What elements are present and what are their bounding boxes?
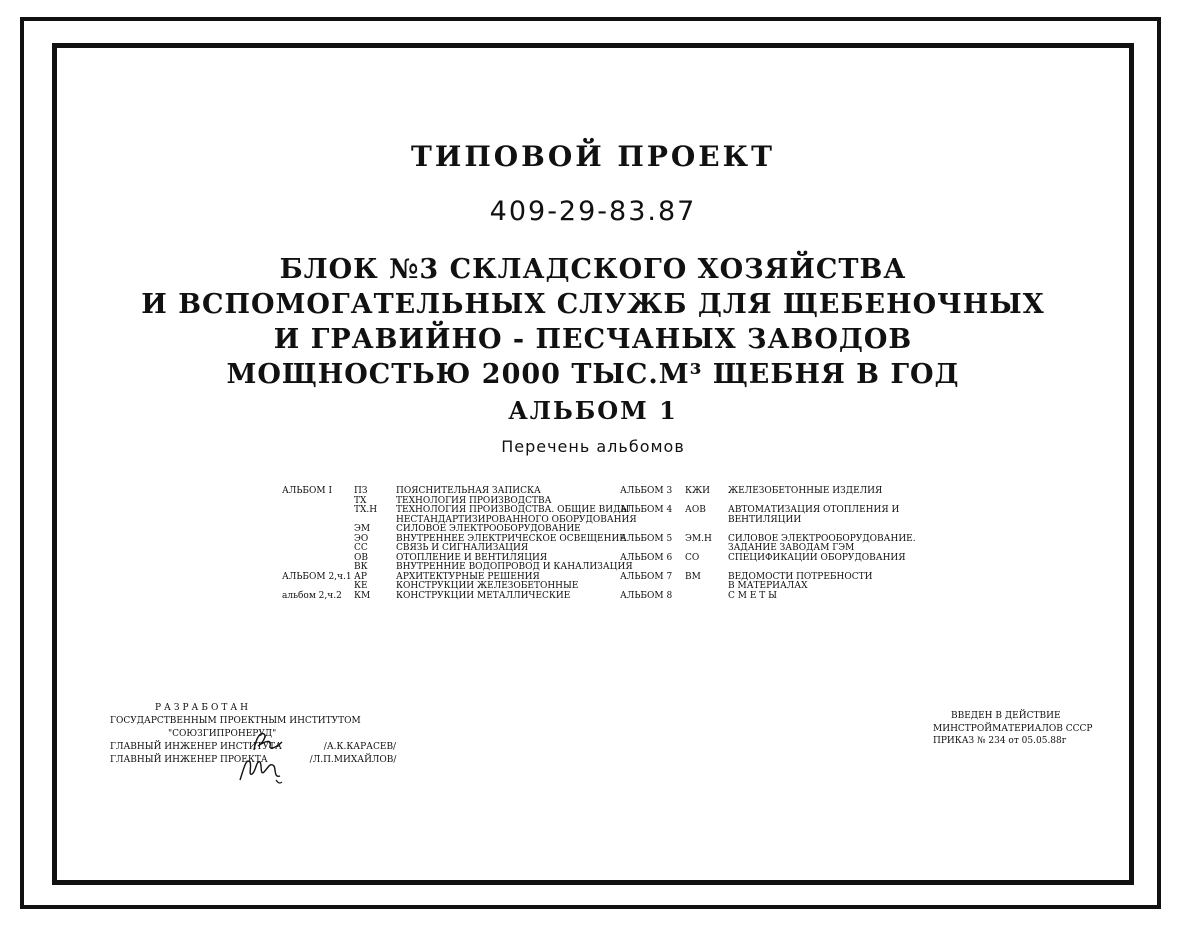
code-cell: ТХ (354, 495, 367, 506)
developer-org-name: "СОЮЗГИПРОНЕРУД" (168, 729, 277, 739)
album-cell (282, 535, 352, 545)
chief-institute-title: ГЛАВНЫЙ ИНЖЕНЕР ИНСТИТУТА (110, 742, 282, 752)
album-cell: АЛЬБОМ 4 (620, 505, 673, 515)
doc-type-heading: ТИПОВОЙ ПРОЕКТ (411, 140, 775, 173)
code-cell: ПЗ (354, 486, 368, 496)
album-cell (282, 525, 352, 535)
description-cell: АВТОМАТИЗАЦИЯ ОТОПЛЕНИЯ И (728, 505, 900, 515)
project-title-line: БЛОК №3 СКЛАДСКОГО ХОЗЯЙСТВА (279, 254, 907, 285)
album-cell (282, 506, 352, 516)
album-title: АЛЬБОМ 1 (508, 396, 678, 425)
project-title-line: МОЩНОСТЬЮ 2000 ТЫС.М³ ЩЕБНЯ В ГОД (226, 359, 960, 390)
code-cell: СО (685, 552, 700, 563)
code-cell: ЭО (354, 533, 369, 544)
code-cell: КМ (354, 590, 371, 601)
code-cell: АР (354, 571, 367, 582)
code-cell: ЭМ.Н (685, 533, 712, 544)
album-cell: альбом 2,ч.2 (282, 590, 342, 601)
description-cell: ВЕНТИЛЯЦИИ (728, 514, 802, 525)
code-cell: КЕ (354, 581, 368, 591)
album-cell: АЛЬБОМ 2,ч.1 (282, 571, 352, 582)
code-cell: ЭМ (354, 524, 371, 534)
introduced-line: ВВЕДЕН В ДЕЙСТВИЕ (951, 711, 1061, 721)
ministry-line: МИНСТРОЙМАТЕРИАЛОВ СССР (933, 723, 1093, 734)
description-cell: ЗАДАНИЕ ЗАВОДАМ ГЭМ (728, 543, 855, 553)
right-description-column (728, 487, 916, 601)
description-cell: В МАТЕРИАЛАХ (728, 581, 808, 591)
description-cell: ТЕХНОЛОГИЯ ПРОИЗВОДСТВА (396, 495, 552, 506)
album-cell: АЛЬБОМ 8 (620, 590, 673, 601)
description-cell: ВЕДОМОСТИ ПОТРЕБНОСТИ (728, 571, 873, 582)
album-cell: АЛЬБОМ 5 (620, 533, 673, 544)
album-cell: АЛЬБОМ I (282, 486, 333, 496)
signature-mikhailov-graphic (236, 750, 286, 786)
chief-project-title: ГЛАВНЫЙ ИНЖЕНЕР ПРОЕКТА (110, 755, 268, 765)
order-line: ПРИКАЗ № 234 от 05.05.88г (933, 736, 1067, 746)
description-cell: ОТОПЛЕНИЕ И ВЕНТИЛЯЦИЯ (396, 552, 548, 563)
album-cell (282, 516, 352, 526)
code-cell: ВМ (685, 571, 701, 582)
description-cell: НЕСТАНДАРТИЗИРОВАННОГО ОБОРУДОВАНИЯ (396, 514, 637, 525)
album-cell (620, 516, 672, 526)
right-album-column (620, 487, 672, 601)
album-cell: АЛЬБОМ 3 (620, 486, 673, 496)
description-cell: С М Е Т Ы (728, 590, 777, 601)
description-cell: КОНСТРУКЦИИ ЖЕЛЕЗОБЕТОННЫЕ (396, 581, 579, 591)
code-cell: КЖИ (685, 486, 710, 496)
code-cell (685, 582, 712, 592)
album-list-subtitle: Перечень альбомов (501, 437, 685, 456)
album-cell (282, 497, 352, 507)
code-cell (685, 592, 712, 602)
description-cell: ВНУТРЕННИЕ ВОДОПРОВОД И КАНАЛИЗАЦИЯ (396, 562, 633, 572)
code-cell: ОВ (354, 552, 368, 563)
description-cell: КОНСТРУКЦИИ МЕТАЛЛИЧЕСКИЕ (396, 590, 571, 601)
description-cell: АРХИТЕКТУРНЫЕ РЕШЕНИЯ (396, 571, 540, 582)
description-cell: СИЛОВОЕ ЭЛЕКТРООБОРУДОВАНИЕ (396, 524, 581, 534)
introduction-block (933, 710, 1093, 748)
developer-org: ГОСУДАРСТВЕННЫМ ПРОЕКТНЫМ ИНСТИТУТОМ (110, 716, 361, 726)
album-cell: АЛЬБОМ 7 (620, 571, 673, 582)
chief-institute-name: /А.К.КАРАСЕВ/ (323, 742, 397, 752)
project-number: 409-29-83.87 (489, 196, 697, 227)
code-cell: СС (354, 543, 368, 553)
chief-project-name: /Л.П.МИХАЙЛОВ/ (309, 755, 397, 765)
description-cell: ТЕХНОЛОГИЯ ПРОИЗВОДСТВА. ОБЩИЕ ВИДЫ (396, 505, 630, 515)
left-code-column (354, 487, 377, 601)
left-album-column (282, 487, 352, 601)
right-code-column (685, 487, 712, 601)
left-description-column (396, 487, 637, 601)
project-title-line: И ВСПОМОГАТЕЛЬНЫХ СЛУЖБ ДЛЯ ЩЕБЕНОЧНЫХ (141, 289, 1045, 320)
code-cell: ВК (354, 562, 368, 572)
code-cell (685, 516, 712, 526)
code-cell: АОВ (685, 505, 706, 515)
album-cell: АЛЬБОМ 6 (620, 552, 673, 563)
project-title-line: И ГРАВИЙНО - ПЕСЧАНЫХ ЗАВОДОВ (273, 324, 913, 355)
album-cell (282, 554, 352, 564)
description-cell: СВЯЗЬ И СИГНАЛИЗАЦИЯ (396, 543, 529, 553)
description-cell: СИЛОВОЕ ЭЛЕКТРООБОРУДОВАНИЕ. (728, 533, 916, 544)
description-cell: ЖЕЛЕЗОБЕТОННЫЕ ИЗДЕЛИЯ (728, 486, 883, 496)
description-cell: ВНУТРЕННЕЕ ЭЛЕКТРИЧЕСКОЕ ОСВЕЩЕНИЕ (396, 533, 626, 544)
description-cell: ПОЯСНИТЕЛЬНАЯ ЗАПИСКА (396, 486, 541, 496)
code-cell: ТХ.Н (354, 505, 378, 515)
project-title (52, 252, 1134, 392)
album-cell (282, 544, 352, 554)
description-cell: СПЕЦИФИКАЦИИ ОБОРУДОВАНИЯ (728, 552, 906, 563)
developer-heading: РАЗРАБОТАН (155, 703, 252, 713)
